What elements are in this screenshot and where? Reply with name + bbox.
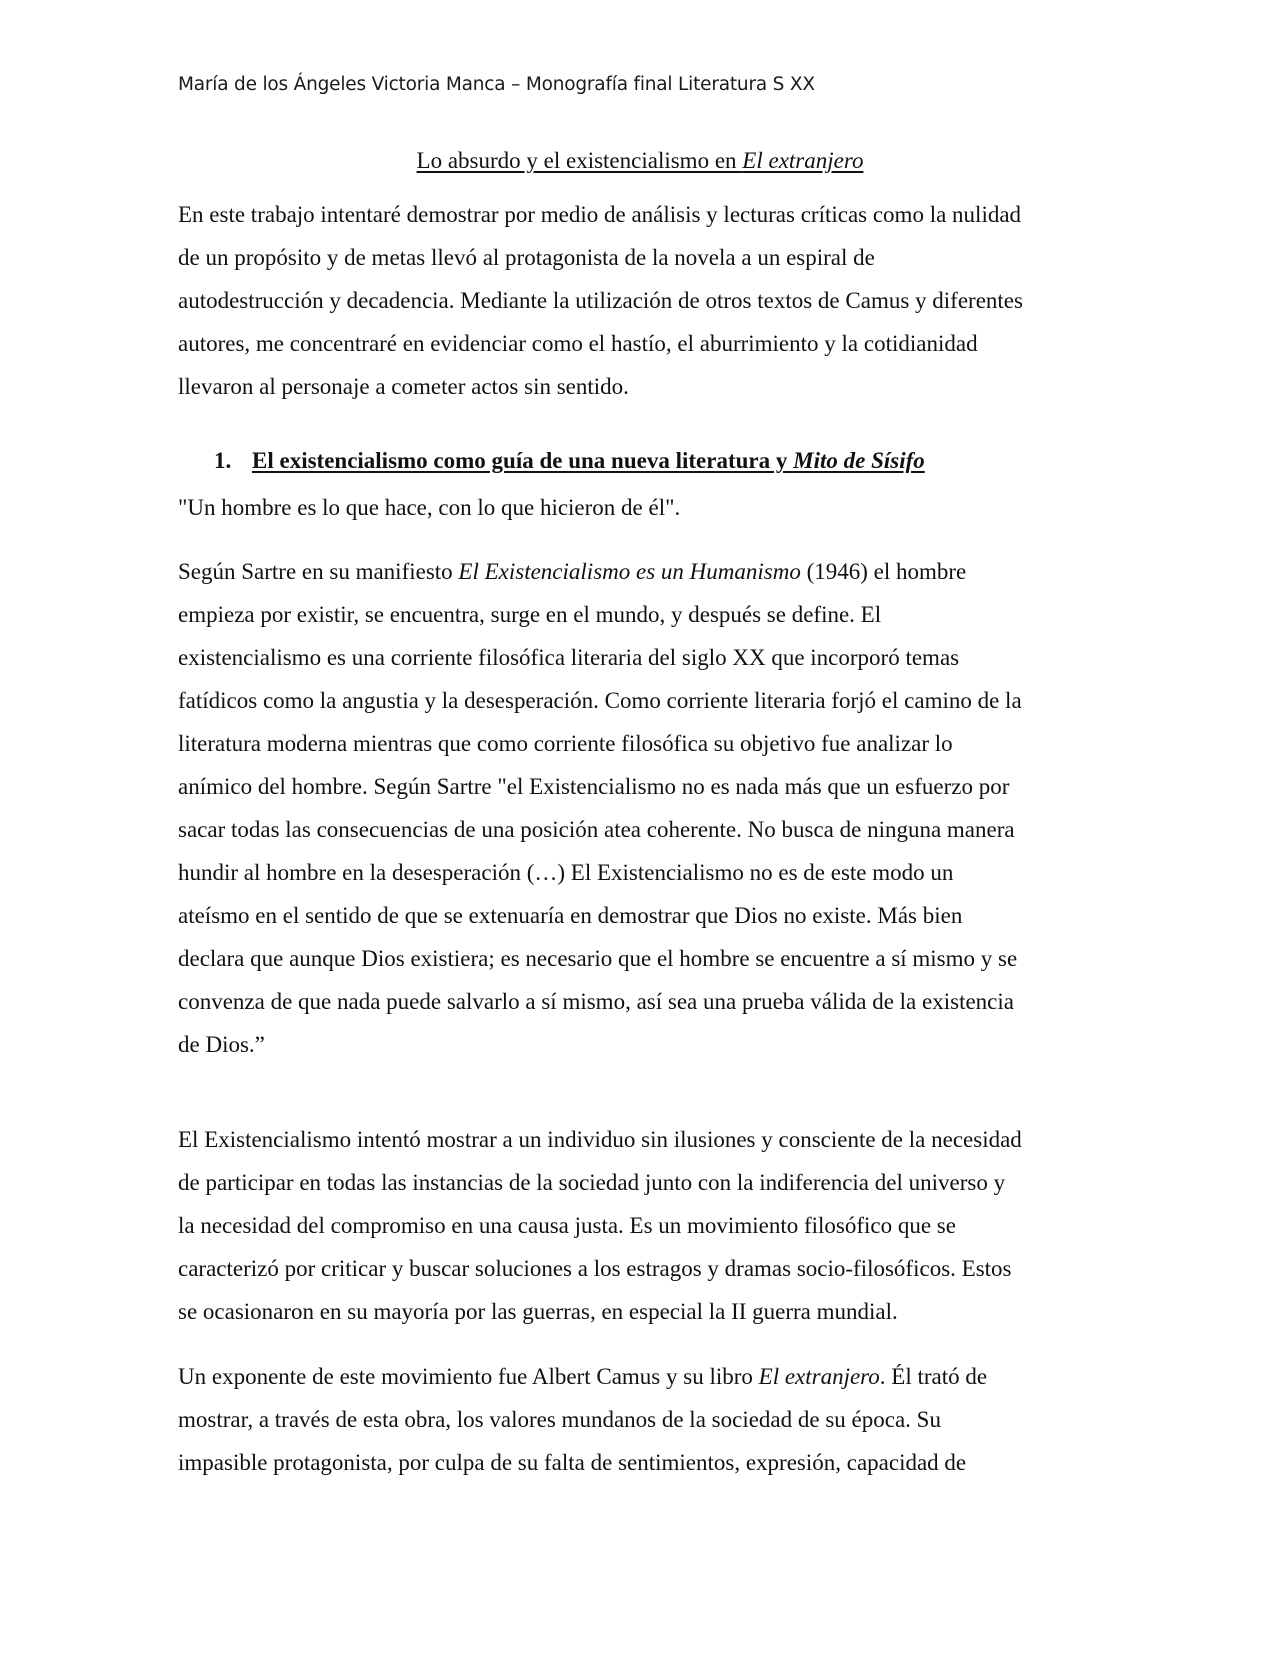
paragraph-line: literatura moderna mientras que como corriente filosófica su objetivo fue analizar lo bbox=[178, 731, 953, 756]
intro-paragraph bbox=[178, 193, 1102, 408]
section-number: 1. bbox=[214, 448, 232, 473]
sartre-paragraph bbox=[178, 550, 1102, 1066]
paragraph-line: de Dios.” bbox=[178, 1032, 265, 1057]
camus-paragraph bbox=[178, 1355, 1102, 1484]
running-header: María de los Ángeles Victoria Manca – Monografía final Literatura S XX bbox=[178, 74, 815, 95]
paragraph-line: empieza por existir, se encuentra, surge en el mundo, y después se define. El bbox=[178, 602, 882, 627]
paragraph-line: convenza de que nada puede salvarlo a sí mismo, así sea una prueba válida de la existencia bbox=[178, 989, 1014, 1014]
paragraph-line: declara que aunque Dios existiera; es necesario que el hombre se encuentre a sí mismo y se bbox=[178, 946, 1018, 971]
paragraph-line: fatídicos como la angustia y la desesperación. Como corriente literaria forjó el camino de la bbox=[178, 688, 1022, 713]
paragraph-line: de un propósito y de metas llevó al protagonista de la novela a un espiral de bbox=[178, 245, 875, 270]
section-title-work: Mito de Sísifo bbox=[793, 448, 925, 473]
paragraph-line: de participar en todas las instancias de la sociedad junto con la indiferencia del universo y bbox=[178, 1170, 1006, 1195]
paragraph-line: la necesidad del compromiso en una causa justa. Es un movimiento filosófico que se bbox=[178, 1213, 956, 1238]
quote-line: "Un hombre es lo que hace, con lo que hicieron de él". bbox=[178, 495, 681, 520]
paragraph-line: El Existencialismo intentó mostrar a un individuo sin ilusiones y consciente de la necesidad bbox=[178, 1127, 1022, 1152]
paragraph-line: existencialismo es una corriente filosófica literaria del siglo XX que incorporó temas bbox=[178, 645, 960, 670]
existencialismo-paragraph bbox=[178, 1118, 1102, 1333]
paragraph-line: se ocasionaron en su mayoría por las guerras, en especial la II guerra mundial. bbox=[178, 1299, 898, 1324]
paragraph-line: caracterizó por criticar y buscar soluciones a los estragos y dramas socio-filosóficos. Estos bbox=[178, 1256, 1012, 1281]
title-prefix: Lo absurdo y el existencialismo en bbox=[416, 148, 743, 173]
sartre-work: El Existencialismo es un Humanismo bbox=[458, 559, 801, 584]
sartre-suffix: (1946) el hombre bbox=[800, 559, 967, 584]
camus-prefix: Un exponente de este movimiento fue Albert Camus y su libro bbox=[178, 1364, 759, 1389]
paragraph-line bbox=[178, 1355, 1102, 1398]
sartre-prefix: Según Sartre en su manifiesto bbox=[178, 559, 459, 584]
paragraph-line: En este trabajo intentaré demostrar por medio de análisis y lecturas críticas como la nulidad bbox=[178, 202, 1022, 227]
camus-suffix: . Él trató de bbox=[879, 1364, 988, 1389]
quote-paragraph bbox=[178, 486, 1102, 529]
paragraph-line bbox=[178, 550, 1102, 593]
paragraph-line: ateísmo en el sentido de que se extenuaría en demostrar que Dios no existe. Más bien bbox=[178, 903, 963, 928]
paragraph-line: autores, me concentraré en evidenciar como el hastío, el aburrimiento y la cotidianidad bbox=[178, 331, 978, 356]
title-work: El extranjero bbox=[742, 148, 864, 173]
paragraph-line: sacar todas las consecuencias de una posición atea coherente. No busca de ninguna manera bbox=[178, 817, 1015, 842]
paragraph-line: llevaron al personaje a cometer actos sin sentido. bbox=[178, 374, 629, 399]
paragraph-line: autodestrucción y decadencia. Mediante la utilización de otros textos de Camus y diferentes bbox=[178, 288, 1023, 313]
camus-work: El extranjero bbox=[758, 1364, 880, 1389]
paragraph-line: anímico del hombre. Según Sartre "el Existencialismo no es nada más que un esfuerzo por bbox=[178, 774, 1010, 799]
paragraph-line: mostrar, a través de esta obra, los valores mundanos de la sociedad de su época. Su bbox=[178, 1407, 941, 1432]
document-title bbox=[178, 148, 1102, 174]
paragraph-line: impasible protagonista, por culpa de su falta de sentimientos, expresión, capacidad de bbox=[178, 1450, 967, 1475]
section-title bbox=[252, 448, 925, 474]
paragraph-line: hundir al hombre en la desesperación (…) El Existencialismo no es de este modo un bbox=[178, 860, 954, 885]
section-title-prefix: El existencialismo como guía de una nueva literatura y bbox=[252, 448, 794, 473]
